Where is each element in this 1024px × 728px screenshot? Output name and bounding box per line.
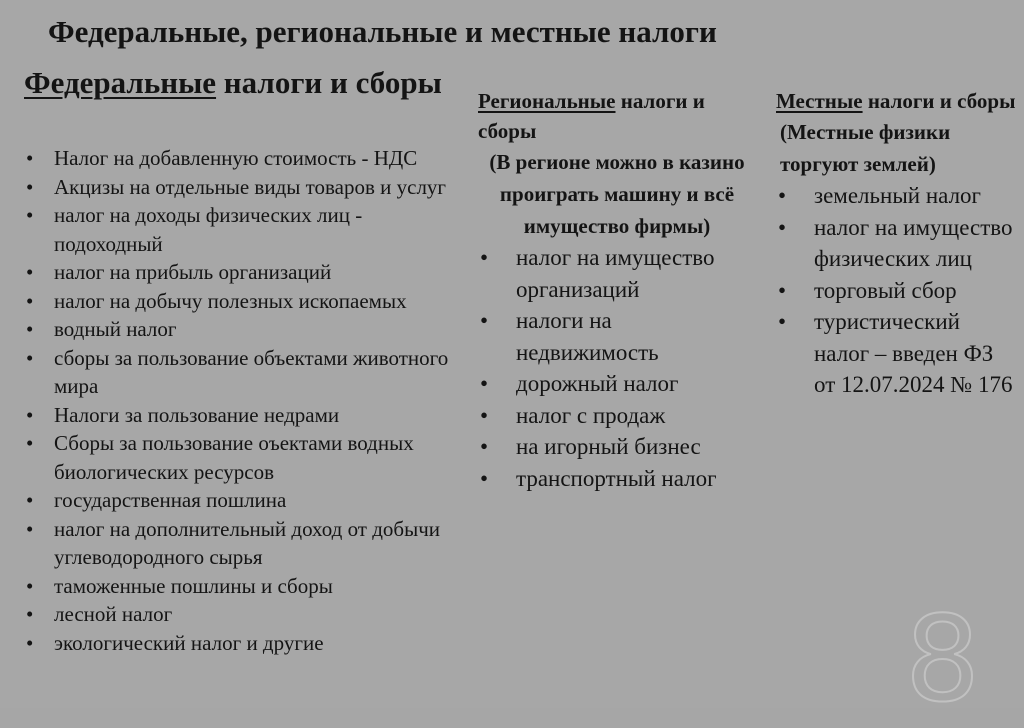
federal-heading-underlined: Федеральные	[24, 65, 217, 100]
list-item: • сборы за пользование объектами животного мира	[24, 344, 474, 401]
slide-title: Федеральные, региональные и местные налоги	[48, 14, 717, 49]
regional-heading-rest: налоги и сборы	[478, 89, 705, 143]
list-item: • налог на дополнительный доход от добычи углеводородного сырья	[24, 515, 474, 572]
local-tax-list	[776, 180, 1016, 401]
page-number: 8	[905, 590, 981, 728]
list-item: • транспортный налог	[478, 463, 756, 495]
local-column	[776, 86, 1016, 401]
list-item: • налог на имущество организаций	[478, 242, 756, 305]
list-item: • налог на доходы физических лиц - подоходный	[24, 201, 474, 258]
list-item: • налоги на недвижимость	[478, 305, 756, 368]
regional-note: (В регионе можно в казино проиграть машину и всё имущество фирмы)	[489, 150, 745, 238]
list-item: • туристический налог – введен ФЗ от 12.07.2024 № 176	[776, 306, 1016, 401]
federal-heading-rest: налоги и сборы	[216, 65, 442, 100]
list-item: • водный налог	[24, 315, 474, 344]
list-item: • Акцизы на отдельные виды товаров и услуг	[24, 173, 474, 202]
list-item: • таможенные пошлины и сборы	[24, 572, 474, 601]
local-heading	[776, 86, 1016, 116]
list-item: • налог на добычу полезных ископаемых	[24, 287, 474, 316]
list-item: • Сборы за пользование оъектами водных биологических ресурсов	[24, 429, 474, 486]
local-heading-rest: налоги и сборы	[862, 89, 1016, 113]
list-item: • на игорный бизнес	[478, 431, 756, 463]
list-item: • налог на прибыль организаций	[24, 258, 474, 287]
regional-heading	[478, 86, 756, 146]
federal-heading	[24, 60, 464, 106]
regional-tax-list	[478, 242, 756, 494]
regional-column	[478, 86, 756, 494]
list-item: • государственная пошлина	[24, 486, 474, 515]
list-item: • дорожный налог	[478, 368, 756, 400]
list-item: • Налоги за пользование недрами	[24, 401, 474, 430]
regional-heading-underlined: Региональные	[478, 89, 616, 113]
federal-tax-list	[24, 144, 474, 657]
list-item: • земельный налог	[776, 180, 1016, 212]
local-note: (Местные физики торгуют землей)	[780, 120, 951, 176]
list-item: • налог на имущество физических лиц	[776, 212, 1016, 275]
local-heading-underlined: Местные	[776, 89, 863, 113]
list-item: • налог с продаж	[478, 400, 756, 432]
list-item: • экологический налог и другие	[24, 629, 474, 658]
list-item: • торговый сбор	[776, 275, 1016, 307]
list-item: • лесной налог	[24, 600, 474, 629]
list-item: • Налог на добавленную стоимость - НДС	[24, 144, 474, 173]
